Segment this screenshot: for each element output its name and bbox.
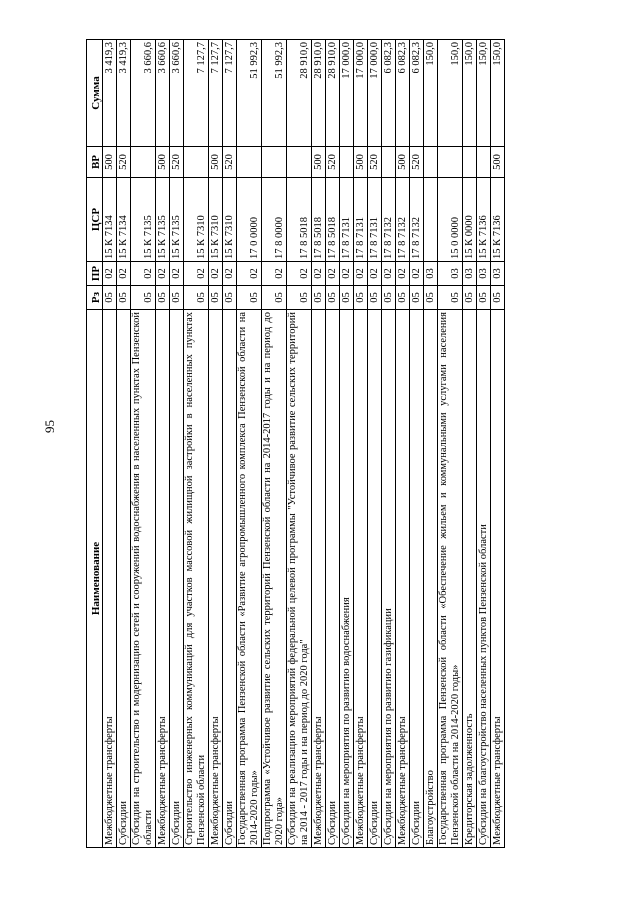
row-sum: 150,0 (463, 40, 477, 147)
row-name: Субсидии (170, 310, 184, 848)
row-pr: 02 (368, 262, 382, 286)
row-vr: 500 (491, 147, 505, 178)
table-row (410, 40, 424, 848)
row-name: Кредиторская задолженность (463, 310, 477, 848)
header-vr: ВР (87, 147, 103, 178)
row-rz: 05 (184, 286, 209, 310)
table-row (368, 40, 382, 848)
row-csr: 15 К 7310 (184, 178, 209, 262)
row-rz: 05 (262, 286, 287, 310)
row-csr: 15 К 0000 (463, 178, 477, 262)
row-pr: 02 (117, 262, 131, 286)
row-name: Благоустройство (424, 310, 438, 848)
table-row (237, 40, 262, 848)
header-csr: ЦСР (87, 178, 103, 262)
table-row (477, 40, 491, 848)
row-rz: 05 (237, 286, 262, 310)
row-rz: 05 (491, 286, 505, 310)
row-vr: 520 (368, 147, 382, 178)
row-name: Субсидии (368, 310, 382, 848)
row-vr: 520 (326, 147, 340, 178)
row-rz: 05 (156, 286, 170, 310)
row-pr: 02 (209, 262, 223, 286)
row-name: Субсидии на реализацию мероприятий федеральной целевой программы "Устойчивое развитие сельских территорий на 2014 - 2017 годы и на период до 2020 года" (287, 310, 312, 848)
row-sum: 6 082,3 (382, 40, 396, 147)
row-csr (424, 178, 438, 262)
row-name: Межбюджетные трансферты (354, 310, 368, 848)
row-csr: 15 К 7135 (156, 178, 170, 262)
row-rz: 05 (312, 286, 326, 310)
row-pr: 02 (223, 262, 237, 286)
row-vr: 500 (396, 147, 410, 178)
row-vr (463, 147, 477, 178)
row-sum: 28 910,0 (326, 40, 340, 147)
row-rz: 05 (410, 286, 424, 310)
budget-table (86, 39, 505, 848)
table-row (209, 40, 223, 848)
row-vr: 520 (223, 147, 237, 178)
row-vr (424, 147, 438, 178)
row-pr: 03 (491, 262, 505, 286)
row-name: Межбюджетные трансферты (312, 310, 326, 848)
row-name: Подпрограмма «Устойчивое развитие сельских территорий Пензенской области на 2014-2017 годы и на период до 2020 года» (262, 310, 287, 848)
row-pr: 02 (131, 262, 156, 286)
row-sum: 3 419,3 (103, 40, 117, 147)
row-sum: 3 660,6 (156, 40, 170, 147)
table-row (491, 40, 505, 848)
row-sum: 17 000,0 (354, 40, 368, 147)
budget-table-page (86, 40, 552, 848)
header-rz: Рз (87, 286, 103, 310)
row-vr (131, 147, 156, 178)
row-csr: 17 8 7132 (410, 178, 424, 262)
row-rz: 05 (368, 286, 382, 310)
row-sum: 7 127,7 (184, 40, 209, 147)
row-rz: 05 (326, 286, 340, 310)
row-csr: 17 8 5018 (287, 178, 312, 262)
row-csr: 15 К 7136 (491, 178, 505, 262)
row-rz: 05 (382, 286, 396, 310)
row-vr (237, 147, 262, 178)
row-pr: 03 (438, 262, 463, 286)
row-rz: 05 (354, 286, 368, 310)
table-row (117, 40, 131, 848)
row-sum: 3 419,3 (117, 40, 131, 147)
row-vr: 500 (103, 147, 117, 178)
row-rz: 05 (396, 286, 410, 310)
row-sum: 6 082,3 (410, 40, 424, 147)
row-pr: 02 (396, 262, 410, 286)
header-sum: Сумма (87, 40, 103, 147)
row-csr: 17 8 5018 (326, 178, 340, 262)
row-vr (184, 147, 209, 178)
row-rz: 05 (209, 286, 223, 310)
row-sum: 150,0 (491, 40, 505, 147)
row-vr: 500 (312, 147, 326, 178)
row-rz: 05 (131, 286, 156, 310)
row-pr: 02 (184, 262, 209, 286)
row-vr: 500 (156, 147, 170, 178)
row-vr: 520 (410, 147, 424, 178)
row-name: Строительство инженерных коммуникаций для участков массовой жилищной застройки в населенных пунктах Пензенской области (184, 310, 209, 848)
row-sum: 17 000,0 (368, 40, 382, 147)
row-sum: 7 127,7 (223, 40, 237, 147)
table-row (262, 40, 287, 848)
page-number: 95 (42, 420, 57, 433)
table-row (287, 40, 312, 848)
table-row (438, 40, 463, 848)
row-name: Межбюджетные трансферты (156, 310, 170, 848)
row-csr: 15 К 7310 (209, 178, 223, 262)
row-pr: 02 (156, 262, 170, 286)
row-sum: 3 660,6 (170, 40, 184, 147)
row-sum: 7 127,7 (209, 40, 223, 147)
row-csr: 17 8 7132 (396, 178, 410, 262)
row-csr: 17 8 7131 (368, 178, 382, 262)
row-pr: 02 (103, 262, 117, 286)
row-vr (438, 147, 463, 178)
table-row (170, 40, 184, 848)
row-vr (287, 147, 312, 178)
row-pr: 02 (170, 262, 184, 286)
table-row (396, 40, 410, 848)
row-vr: 520 (117, 147, 131, 178)
row-pr: 03 (477, 262, 491, 286)
row-name: Субсидии на мероприятия по развитию водоснабжения (340, 310, 354, 848)
row-pr: 02 (237, 262, 262, 286)
row-sum: 3 660,6 (131, 40, 156, 147)
row-name: Субсидии на строительство и модернизацию сетей и сооружений водоснабжения в населенных пунктах Пензенской области (131, 310, 156, 848)
row-rz: 05 (424, 286, 438, 310)
row-sum: 28 910,0 (287, 40, 312, 147)
row-name: Межбюджетные трансферты (103, 310, 117, 848)
row-csr: 17 8 7132 (382, 178, 396, 262)
row-name: Субсидии (326, 310, 340, 848)
row-name: Субсидии на мероприятия по развитию газификации (382, 310, 396, 848)
row-rz: 05 (223, 286, 237, 310)
row-sum: 28 910,0 (312, 40, 326, 147)
table-row (326, 40, 340, 848)
row-name: Государственная программа Пензенской области «Развитие агропромышленного комплекса Пензенской области на 2014-2020 годы» (237, 310, 262, 848)
row-pr: 02 (326, 262, 340, 286)
table-row (131, 40, 156, 848)
row-csr: 15 К 7136 (477, 178, 491, 262)
header-name: Наименование (87, 310, 103, 848)
row-pr: 03 (424, 262, 438, 286)
row-csr: 17 8 7131 (340, 178, 354, 262)
table-row (312, 40, 326, 848)
table-row (382, 40, 396, 848)
header-pr: ПР (87, 262, 103, 286)
table-row (354, 40, 368, 848)
row-vr (477, 147, 491, 178)
row-csr: 15 К 7134 (103, 178, 117, 262)
row-sum: 17 000,0 (340, 40, 354, 147)
row-name: Субсидии на благоустройство населенных пунктов Пензенской области (477, 310, 491, 848)
row-pr: 02 (410, 262, 424, 286)
row-pr: 02 (287, 262, 312, 286)
row-rz: 05 (463, 286, 477, 310)
row-name: Межбюджетные трансферты (396, 310, 410, 848)
row-rz: 05 (103, 286, 117, 310)
row-name: Межбюджетные трансферты (491, 310, 505, 848)
row-csr: 17 0 0000 (237, 178, 262, 262)
row-name: Межбюджетные трансферты (209, 310, 223, 848)
row-csr: 15 0 0000 (438, 178, 463, 262)
table-row (223, 40, 237, 848)
row-pr: 02 (262, 262, 287, 286)
table-row (184, 40, 209, 848)
row-sum: 51 992,3 (237, 40, 262, 147)
row-rz: 05 (438, 286, 463, 310)
row-csr: 15 К 7135 (170, 178, 184, 262)
table-row (156, 40, 170, 848)
table-row (340, 40, 354, 848)
table-header-row (87, 40, 103, 848)
row-name: Субсидии (410, 310, 424, 848)
row-pr: 02 (312, 262, 326, 286)
row-rz: 05 (287, 286, 312, 310)
row-name: Субсидии (117, 310, 131, 848)
table-row (103, 40, 117, 848)
row-sum: 150,0 (424, 40, 438, 147)
row-pr: 03 (463, 262, 477, 286)
row-csr: 17 8 0000 (262, 178, 287, 262)
row-vr (340, 147, 354, 178)
row-csr: 15 К 7135 (131, 178, 156, 262)
table-row (463, 40, 477, 848)
row-sum: 51 992,3 (262, 40, 287, 147)
row-csr: 17 8 7131 (354, 178, 368, 262)
row-pr: 02 (382, 262, 396, 286)
row-vr: 500 (354, 147, 368, 178)
row-name: Субсидии (223, 310, 237, 848)
row-csr: 15 К 7310 (223, 178, 237, 262)
row-csr: 17 8 5018 (312, 178, 326, 262)
row-vr (262, 147, 287, 178)
row-rz: 05 (477, 286, 491, 310)
row-vr: 500 (209, 147, 223, 178)
row-rz: 05 (170, 286, 184, 310)
row-pr: 02 (354, 262, 368, 286)
row-name: Государственная программа Пензенской области «Обеспечение жильем и коммунальными услугами населения Пензенской области на 2014-2020 годы» (438, 310, 463, 848)
table-row (424, 40, 438, 848)
row-pr: 02 (340, 262, 354, 286)
row-rz: 05 (117, 286, 131, 310)
row-vr: 520 (170, 147, 184, 178)
row-sum: 150,0 (438, 40, 463, 147)
row-csr: 15 К 7134 (117, 178, 131, 262)
row-sum: 6 082,3 (396, 40, 410, 147)
row-vr (382, 147, 396, 178)
row-rz: 05 (340, 286, 354, 310)
row-sum: 150,0 (477, 40, 491, 147)
